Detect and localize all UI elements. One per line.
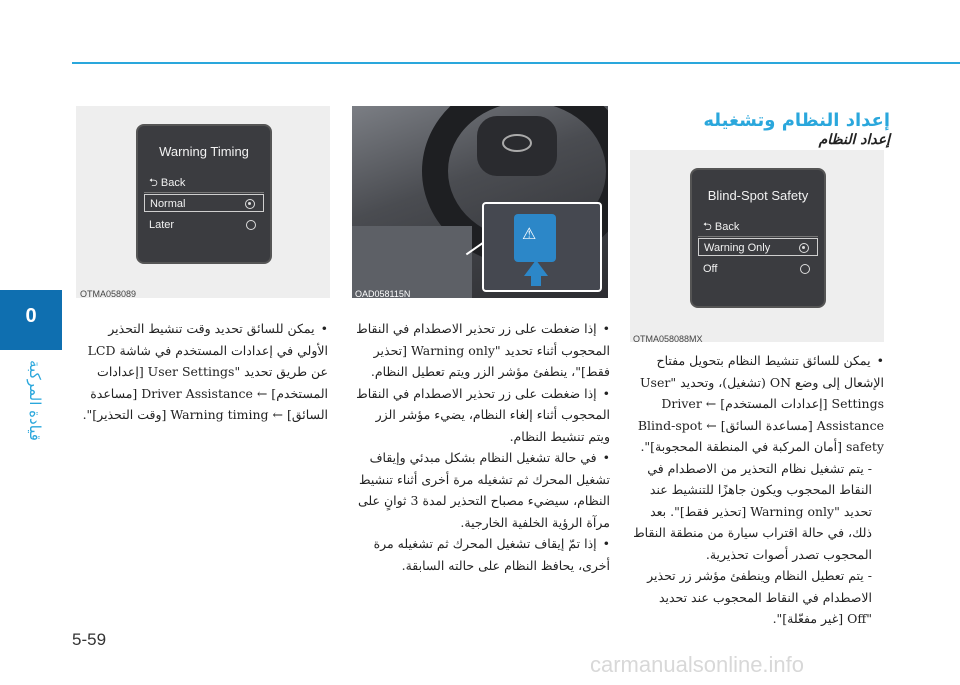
text-column-left xyxy=(78,318,328,426)
zoomed-button-inset xyxy=(482,202,602,292)
radio-selected-icon xyxy=(799,243,809,253)
lcd-back-item: ⮌ Back xyxy=(703,221,740,233)
section-heading: إعداد النظام وتشغيله xyxy=(703,110,890,131)
lcd-option-later: Later xyxy=(144,216,264,234)
paragraph: • في حالة تشغيل النظام بشكل مبدئي وإيقاف تشغيل المحرك ثم تشغيله مرة أخرى أثناء تنشيط النظام، سيضيء مصباح التحذير لمدة 3 ثوانٍ على مرآة الرؤية الخلفية الخارجية. xyxy=(356,447,610,533)
figure-steering-photo xyxy=(352,106,608,298)
text-column-right xyxy=(632,350,884,630)
lcd-option-off: Off xyxy=(698,260,818,278)
lcd-screen xyxy=(136,124,272,264)
figure-caption-right: OTMA058088MX xyxy=(633,334,703,344)
watermark: carmanualsonline.info xyxy=(590,652,805,677)
paragraph: • إذا تمّ إيقاف تشغيل المحرك ثم تشغيله مرة أخرى، يحافظ النظام على حالته السابقة. xyxy=(356,533,610,576)
radio-empty-icon xyxy=(800,264,810,274)
lcd-title: Warning Timing xyxy=(159,144,249,159)
top-rule xyxy=(72,62,960,64)
figure-warning-timing xyxy=(76,106,330,298)
figure-caption-left: OTMA058089 xyxy=(80,289,137,299)
radio-empty-icon xyxy=(246,220,256,230)
lcd-separator xyxy=(144,192,264,193)
paragraph: • يمكن للسائق تنشيط النظام بتحويل مفتاح الإشعال إلى وضع ON (تشغيل)، وتحديد "User Settings [إعدادات المستخدم] ← Driver Assistance [مساعدة السائق] ← Blind-spot safety [أمان المركبة في المنطقة المحجوبة]". xyxy=(632,350,884,458)
brand-logo-icon xyxy=(502,134,532,152)
radio-selected-icon xyxy=(245,199,255,209)
paragraph: • إذا ضغطت على زر تحذير الاصطدام في النقاط المحجوب أثناء تحديد "Warning only [تحذير فقط]"، ينطفئ مؤشر الزر ويتم تعطيل النظام. xyxy=(356,318,610,383)
section-subheading: إعداد النظام xyxy=(818,132,890,148)
lcd-screen xyxy=(690,168,826,308)
chapter-number: 0 xyxy=(25,305,37,327)
arrow-stem xyxy=(531,274,541,286)
car-warning-icon: ⚠ xyxy=(522,224,537,243)
lcd-separator xyxy=(698,236,818,237)
list-item: - يتم تشغيل نظام التحذير من الاصطدام في النقاط المحجوب ويكون جاهزًا للتنشيط عند تحديد "Warning only [تحذير فقط]". بعد ذلك، في حالة اقتراب سيارة من منطقة النقاط المحجوب تصدر أصوات تحذيرية. xyxy=(632,458,884,566)
lcd-back-item: ⮌ Back xyxy=(149,177,186,189)
dashboard-panel xyxy=(352,226,472,298)
text-column-middle xyxy=(356,318,610,576)
paragraph: • يمكن للسائق تحديد وقت تنشيط التحذير الأولي في إعدادات المستخدم في شاشة LCD عن طريق تحديد "User Settings [إعدادات المستخدم] ← Driver Assistance [مساعدة السائق] ← Warning timing [وقت التحذير]". xyxy=(78,318,328,426)
figure-blind-spot-safety xyxy=(630,150,884,342)
paragraph: • إذا ضغطت على زر تحذير الاصطدام في النقاط المحجوب أثناء إلغاء النظام، يضيء مؤشر الزر ويتم تنشيط النظام. xyxy=(356,383,610,448)
chapter-label: قيادة المركبة xyxy=(26,360,44,441)
lcd-option-normal: Normal xyxy=(144,194,264,212)
figure-caption-middle: OAD058115N xyxy=(355,289,411,299)
list-item: - يتم تعطيل النظام وينطفئ مؤشر زر تحذير الاصطدام في النقاط المحجوب عند تحديد "Off [غير مفعّلة]". xyxy=(632,565,884,630)
lcd-option-warning-only: Warning Only xyxy=(698,238,818,256)
lcd-title: Blind-Spot Safety xyxy=(707,188,809,203)
page-number: 5-59 xyxy=(72,630,107,649)
